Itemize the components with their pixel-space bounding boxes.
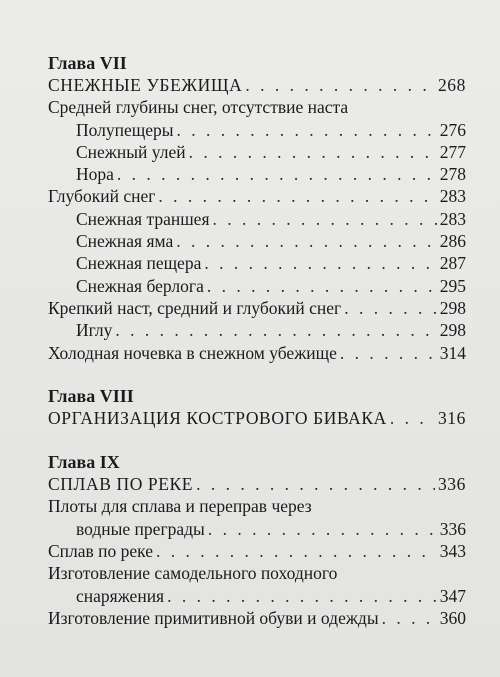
chapter-7 [48,52,466,364]
entry-text: снаряжения [76,585,165,606]
leader-dots [158,185,436,207]
chapter-9 [48,451,466,629]
leader-dots [189,141,437,163]
entry-text: Изготовление примитивной обуви и одежды [48,607,379,628]
entry-text: Сплав по реке [48,541,154,562]
leader-dots [245,74,435,96]
page-number: 336 [437,474,466,495]
chapter-title-row [48,74,466,96]
chapter-title: ОРГАНИЗАЦИЯ КОСТРОВОГО БИВАКА [48,407,387,428]
leader-dots [208,518,437,540]
leader-dots [207,275,437,297]
chapter-label: Глава VIII [48,385,134,406]
leader-dots [115,319,436,341]
chapter-title: СНЕЖНЫЕ УБЕЖИЩА [48,75,243,95]
chapter-title: СПЛАВ ПО РЕКЕ [48,474,194,495]
toc-entry [48,319,466,341]
entry-text: Снежный улей [76,141,186,162]
toc-entry: Изготовление самодельного походного [48,563,338,584]
toc-entry [48,342,466,364]
entry-text: Полупещеры [76,119,174,140]
toc-entry: Плоты для сплава и переправ через [48,496,312,517]
leader-dots [176,230,437,252]
page-number: 283 [439,208,466,229]
toc-entry [48,141,466,163]
toc-entry [48,208,466,230]
entry-text: Нора [76,164,114,185]
leader-dots [204,252,436,274]
toc-entry [48,275,466,297]
entry-text: Снежная яма [76,231,174,252]
spacer [48,364,466,385]
toc-entry [48,607,466,629]
toc-entry [48,252,466,274]
page-number: 286 [439,231,466,252]
chapter-label: Глава VII [48,53,127,73]
page-number: 277 [439,141,466,162]
leader-dots [382,607,437,629]
page-number: 298 [439,297,466,318]
toc-entry [48,185,466,207]
toc-entry [48,518,466,540]
chapter-8 [48,385,466,429]
page-number: 336 [439,518,466,539]
leader-dots [196,473,435,495]
entry-text: Иглу [76,320,113,341]
page-number: 287 [439,253,466,274]
chapter-title-row [48,407,466,429]
toc-entry: Средней глубины снег, отсутствие наста [48,97,349,118]
leader-dots [177,119,437,141]
entry-text: Крепкий наст, средний и глубокий снег [48,297,342,318]
leader-dots [156,540,437,562]
leader-dots [340,342,437,364]
chapter-title-row [48,473,466,495]
toc-entry [48,230,466,252]
page-number: 347 [439,585,466,606]
page-number: 314 [439,342,466,363]
leader-dots [117,163,437,185]
chapter-label: Глава IX [48,452,120,473]
toc-entry [48,297,466,319]
entry-text: Снежная берлога [76,275,204,296]
entry-text: Холодная ночевка в снежном убежище [48,342,337,363]
page-number: 295 [439,275,466,296]
leader-dots [213,208,437,230]
page-number: 283 [439,186,466,207]
table-of-contents [48,52,466,629]
page-number: 316 [437,407,466,428]
leader-dots [344,297,437,319]
page-number: 278 [439,164,466,185]
page-number: 276 [439,119,466,140]
entry-text: Снежная пещера [76,253,202,274]
page-number: 360 [439,607,466,628]
spacer [48,429,466,451]
page-number: 343 [439,541,466,562]
entry-text: Глубокий снег [48,186,156,207]
leader-dots [390,407,435,429]
entry-text: водные преграды [76,518,205,539]
toc-entry [48,540,466,562]
entry-text: Снежная траншея [76,208,210,229]
toc-entry [48,163,466,185]
toc-entry [48,119,466,141]
page-number: 298 [439,320,466,341]
leader-dots [167,585,437,607]
page-number: 268 [437,75,466,95]
toc-entry [48,585,466,607]
